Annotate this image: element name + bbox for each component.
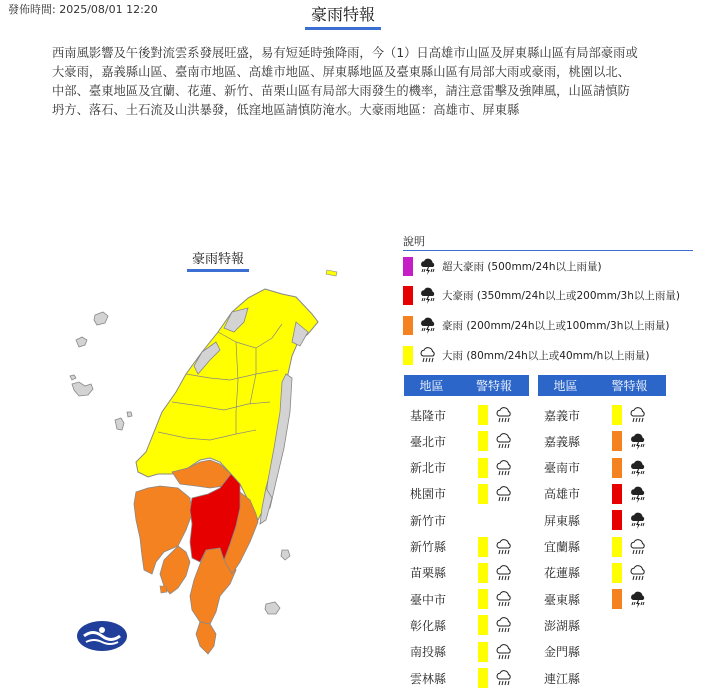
region-name: 宜蘭縣 bbox=[544, 540, 581, 554]
warning-level-swatch bbox=[478, 668, 488, 688]
legend-item-torrential bbox=[403, 314, 669, 336]
rain-outline-icon bbox=[494, 642, 514, 662]
rain-outline-icon bbox=[494, 589, 514, 609]
region-name: 嘉義市 bbox=[544, 408, 581, 423]
warning-level-swatch bbox=[478, 484, 488, 504]
table-header-left bbox=[404, 375, 529, 396]
island-orchid bbox=[265, 602, 280, 614]
island-penghu bbox=[115, 418, 124, 430]
region-name: 臺中市 bbox=[410, 592, 447, 607]
table-row bbox=[404, 560, 514, 586]
rain-outline-icon bbox=[628, 537, 648, 557]
table-row bbox=[404, 586, 514, 612]
region-name: 屏東縣 bbox=[544, 513, 581, 528]
region-name: 基隆市 bbox=[410, 408, 447, 423]
table-row bbox=[404, 481, 514, 507]
heavy-rain-thunder-icon bbox=[418, 256, 438, 276]
region-name: 臺北市 bbox=[410, 434, 447, 449]
legend-swatch bbox=[403, 316, 413, 335]
legend-swatch bbox=[403, 346, 413, 365]
region-name: 高雄市 bbox=[544, 487, 581, 502]
table-row bbox=[538, 507, 648, 533]
issued-time: 發佈時間: 2025/08/01 12:20 bbox=[8, 3, 158, 16]
table-row bbox=[538, 534, 648, 560]
region-name: 嘉義縣 bbox=[544, 434, 581, 449]
legend-title: 說明 bbox=[403, 233, 693, 251]
table-row bbox=[538, 428, 648, 454]
legend-item-heavy bbox=[403, 344, 649, 366]
region-name: 新竹市 bbox=[410, 513, 447, 528]
rain-outline-icon bbox=[494, 615, 514, 635]
region-name: 南投縣 bbox=[410, 645, 447, 660]
header-warning: 警特報 bbox=[611, 379, 648, 393]
cwa-logo bbox=[76, 620, 128, 652]
region-name: 連江縣 bbox=[544, 671, 581, 686]
island-kinmen bbox=[72, 382, 93, 396]
heavy-rain-thunder-icon bbox=[628, 589, 648, 609]
warning-level-swatch bbox=[478, 563, 488, 583]
table-row bbox=[404, 402, 514, 428]
table-row bbox=[538, 665, 606, 691]
legend-swatch bbox=[403, 257, 413, 276]
warning-level-swatch bbox=[478, 405, 488, 425]
table-header-right bbox=[538, 375, 666, 396]
heavy-rain-thunder-icon bbox=[418, 285, 438, 305]
region-name: 金門縣 bbox=[544, 645, 581, 660]
island-kinmen-2 bbox=[70, 375, 76, 380]
rain-outline-icon bbox=[494, 563, 514, 583]
legend-label: 超大豪雨 (500mm/24h以上雨量) bbox=[442, 260, 602, 273]
table-row bbox=[404, 507, 472, 533]
table-row bbox=[404, 665, 514, 691]
table-row bbox=[538, 402, 648, 428]
legend-swatch bbox=[403, 286, 413, 305]
warning-level-swatch bbox=[612, 484, 622, 504]
region-name: 新北市 bbox=[410, 461, 447, 476]
legend-label: 大雨 (80mm/24h以上或40mm/h以上雨量) bbox=[442, 349, 650, 362]
table-row bbox=[404, 612, 514, 638]
warning-description: 西南風影響及午後對流雲系發展旺盛，易有短延時強降雨，今（1）日高雄市山區及屏東縣山區有局部豪雨或大豪雨，嘉義縣山區、臺南市地區、高雄市地區、屏東縣地區及臺東縣山區有局部大雨或豪雨，桃園以北、中部、臺東地區及宜蘭、花蓮、新竹、苗栗山區有局部大雨發生的機率，請注意雷擊及強陣風，山區請慎防坍方、落石、土石流及山洪暴發，低窪地區請慎防淹水。大豪雨地區：高雄市、屏東縣 bbox=[52, 46, 638, 117]
island-liuqiu bbox=[160, 586, 167, 593]
warning-level-swatch bbox=[478, 537, 488, 557]
heavy-rain-thunder-icon bbox=[628, 431, 648, 451]
legend-label: 豪雨 (200mm/24h以上或100mm/3h以上雨量) bbox=[442, 319, 670, 332]
islet-pengjia bbox=[326, 270, 337, 276]
rain-outline-icon bbox=[628, 405, 648, 425]
header-region: 地區 bbox=[419, 379, 444, 393]
rain-outline-icon bbox=[418, 345, 438, 365]
island-matsu-2 bbox=[76, 337, 87, 347]
region-name: 臺東縣 bbox=[544, 592, 581, 607]
heavy-rain-thunder-icon bbox=[628, 458, 648, 478]
region-name: 雲林縣 bbox=[410, 671, 447, 686]
warning-level-swatch bbox=[478, 615, 488, 635]
region-name: 臺南市 bbox=[544, 461, 581, 476]
rain-outline-icon bbox=[494, 668, 514, 688]
warning-level-swatch bbox=[612, 510, 622, 530]
table-row bbox=[404, 639, 514, 665]
table-row bbox=[404, 455, 514, 481]
header-warning: 警特報 bbox=[475, 379, 512, 393]
island-penghu-2 bbox=[127, 412, 132, 417]
warning-level-swatch bbox=[612, 458, 622, 478]
region-hengchun bbox=[196, 622, 216, 654]
warning-level-swatch bbox=[478, 431, 488, 451]
warning-level-swatch bbox=[612, 537, 622, 557]
warning-level-swatch bbox=[478, 589, 488, 609]
region-name: 花蓮縣 bbox=[544, 566, 581, 581]
table-row bbox=[538, 560, 648, 586]
warning-level-swatch bbox=[478, 642, 488, 662]
warning-level-swatch bbox=[478, 458, 488, 478]
warning-level-swatch bbox=[612, 589, 622, 609]
rain-outline-icon bbox=[494, 431, 514, 451]
region-name: 苗栗縣 bbox=[410, 566, 447, 581]
rain-outline-icon bbox=[494, 537, 514, 557]
rain-outline-icon bbox=[494, 484, 514, 504]
table-row bbox=[538, 586, 648, 612]
region-name: 新竹縣 bbox=[410, 540, 447, 554]
table-row bbox=[538, 612, 606, 638]
region-name: 彰化縣 bbox=[410, 618, 447, 633]
table-row bbox=[538, 481, 648, 507]
header-region: 地區 bbox=[553, 379, 578, 393]
table-row bbox=[404, 428, 514, 454]
island-green bbox=[281, 550, 290, 560]
page-title: 豪雨特報 bbox=[305, 2, 381, 30]
map-title: 豪雨特報 bbox=[187, 248, 249, 272]
rain-outline-icon bbox=[494, 405, 514, 425]
table-row bbox=[404, 534, 514, 560]
warning-level-swatch bbox=[612, 563, 622, 583]
heavy-rain-thunder-icon bbox=[628, 484, 648, 504]
legend-item-extreme bbox=[403, 284, 680, 306]
table-row bbox=[538, 455, 648, 481]
heavy-rain-thunder-icon bbox=[418, 315, 438, 335]
heavy-rain-thunder-icon bbox=[628, 510, 648, 530]
region-name: 澎湖縣 bbox=[544, 618, 581, 633]
warning-level-swatch bbox=[612, 431, 622, 451]
legend-label: 大豪雨 (350mm/24h以上或200mm/3h以上雨量) bbox=[442, 289, 680, 302]
legend-item-super bbox=[403, 255, 602, 277]
warning-level-swatch bbox=[612, 405, 622, 425]
rain-outline-icon bbox=[628, 563, 648, 583]
region-name: 桃園市 bbox=[410, 487, 447, 502]
table-row bbox=[538, 639, 606, 665]
rain-outline-icon bbox=[494, 458, 514, 478]
island-matsu bbox=[94, 312, 108, 325]
